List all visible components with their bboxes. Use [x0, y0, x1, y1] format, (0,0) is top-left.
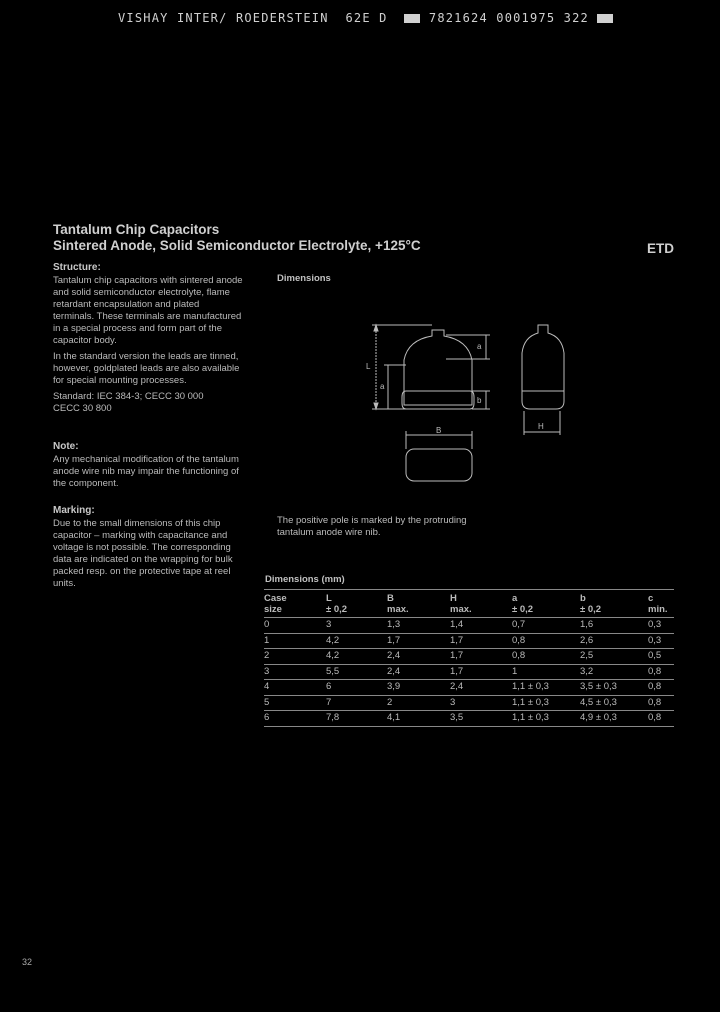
table-cell: 0,3 — [648, 618, 674, 634]
label-b-bottom: b — [477, 396, 482, 405]
table-cell: 0,8 — [648, 711, 674, 727]
table-cell: 2,4 — [387, 664, 450, 680]
dimensions-heading: Dimensions — [277, 273, 331, 284]
table-cell: 1,7 — [450, 664, 512, 680]
note-paragraph: Any mechanical modification of the tantalum anode wire nib may impair the functioning of the component. — [53, 454, 239, 489]
table-cell: 0 — [264, 618, 326, 634]
table-cell: 0,8 — [648, 695, 674, 711]
dimensions-table — [264, 589, 674, 727]
structure-heading: Structure: — [53, 262, 101, 273]
structure-paragraph-1: Tantalum chip capacitors with sintered anode and solid semiconductor electrolyte, flame retardant encapsulation and plated terminals. These terminals are manufactured in a special process and form part of the capacitor body. — [53, 275, 243, 346]
header-L: L ± 0,2 — [326, 590, 387, 618]
table-cell: 0,8 — [648, 680, 674, 696]
table-cell: 1,7 — [450, 633, 512, 649]
capacitor-front-body — [404, 330, 472, 405]
table-cell: 1 — [512, 664, 580, 680]
header-case-size: Case size — [264, 590, 326, 618]
capacitor-top-view — [406, 449, 472, 481]
table-cell: 2,4 — [387, 649, 450, 665]
table-header-row — [264, 590, 674, 618]
table-cell: 1,1 ± 0,3 — [512, 695, 580, 711]
table-cell: 2 — [264, 649, 326, 665]
table-row — [264, 680, 674, 696]
structure-section — [53, 262, 243, 415]
marking-paragraph: Due to the small dimensions of this chip capacitor – marking with capacitance and voltage is not possible. The corresponding data are indicated on the wrapping for bulk packed resp. on the protective tape at reel units. — [53, 518, 233, 589]
note-section — [53, 441, 243, 494]
table-cell: 1,7 — [450, 649, 512, 665]
table-cell: 1,1 ± 0,3 — [512, 711, 580, 727]
table-row — [264, 649, 674, 665]
table-cell: 0,5 — [648, 649, 674, 665]
table-cell: 2,6 — [580, 633, 648, 649]
label-a-mid: a — [380, 382, 385, 391]
series-code: ETD — [647, 241, 674, 256]
structure-paragraph-2: In the standard version the leads are tinned, however, goldplated leads are also available for special mounting processes. — [53, 351, 240, 386]
table-cell: 2,5 — [580, 649, 648, 665]
table-cell: 5 — [264, 695, 326, 711]
table-cell: 0,8 — [512, 649, 580, 665]
table-cell: 0,8 — [512, 633, 580, 649]
table-cell: 4,2 — [326, 633, 387, 649]
header-c: c min. — [648, 590, 674, 618]
table-cell: 2 — [387, 695, 450, 711]
structure-standard-2: CECC 30 800 — [53, 403, 112, 414]
structure-standard: Standard: IEC 384-3; CECC 30 000 — [53, 391, 204, 402]
header-black-block-2 — [597, 14, 613, 23]
header-codes: 7821624 0001975 322 — [428, 11, 589, 25]
table-cell: 7,8 — [326, 711, 387, 727]
table-cell: 4,9 ± 0,3 — [580, 711, 648, 727]
capacitor-dimension-drawing — [360, 315, 580, 495]
label-H: H — [538, 422, 544, 431]
table-cell: 1,3 — [387, 618, 450, 634]
table-cell: 5,5 — [326, 664, 387, 680]
marking-heading: Marking: — [53, 505, 95, 516]
polarity-caption: The positive pole is marked by the protruding tantalum anode wire nib. — [277, 515, 467, 538]
table-cell: 3 — [326, 618, 387, 634]
table-cell: 4,2 — [326, 649, 387, 665]
table-cell: 4,5 ± 0,3 — [580, 695, 648, 711]
header-black-block — [404, 14, 420, 23]
label-L: L — [366, 362, 371, 371]
table-cell: 6 — [264, 711, 326, 727]
table-cell: 3 — [264, 664, 326, 680]
dimensions-table-title: Dimensions (mm) — [265, 574, 345, 585]
table-cell: 1,7 — [387, 633, 450, 649]
header-H: H max. — [450, 590, 512, 618]
marking-section — [53, 505, 243, 594]
table-cell: 3,5 — [450, 711, 512, 727]
header-text: VISHAY INTER/ ROEDERSTEIN 62E D — [118, 11, 388, 25]
table-cell: 3,9 — [387, 680, 450, 696]
header-b: b ± 0,2 — [580, 590, 648, 618]
table-cell: 1,4 — [450, 618, 512, 634]
label-a-top: a — [477, 342, 482, 351]
title-line-2: Sintered Anode, Solid Semiconductor Electrolyte, +125°C — [53, 238, 421, 253]
header-a: a ± 0,2 — [512, 590, 580, 618]
table-cell: 7 — [326, 695, 387, 711]
title-line-1: Tantalum Chip Capacitors — [53, 222, 220, 237]
table-row — [264, 664, 674, 680]
table-cell: 0,8 — [648, 664, 674, 680]
capacitor-front-terminal — [402, 391, 474, 409]
table-cell: 3 — [450, 695, 512, 711]
header-B: B max. — [387, 590, 450, 618]
table-row — [264, 711, 674, 727]
table-row — [264, 695, 674, 711]
table-cell: 4,1 — [387, 711, 450, 727]
table-cell: 1,1 ± 0,3 — [512, 680, 580, 696]
page-title — [53, 222, 421, 254]
label-B: B — [436, 426, 442, 435]
document-header-line — [118, 11, 613, 25]
table-cell: 4 — [264, 680, 326, 696]
table-cell: 3,5 ± 0,3 — [580, 680, 648, 696]
table-cell: 1,6 — [580, 618, 648, 634]
table-cell: 0,3 — [648, 633, 674, 649]
note-heading: Note: — [53, 441, 79, 452]
table-cell: 3,2 — [580, 664, 648, 680]
capacitor-side-body — [522, 325, 564, 409]
table-cell: 2,4 — [450, 680, 512, 696]
table-cell: 1 — [264, 633, 326, 649]
page-number: 32 — [22, 957, 33, 967]
table-cell: 0,7 — [512, 618, 580, 634]
table-row — [264, 618, 674, 634]
table-cell: 6 — [326, 680, 387, 696]
table-row — [264, 633, 674, 649]
